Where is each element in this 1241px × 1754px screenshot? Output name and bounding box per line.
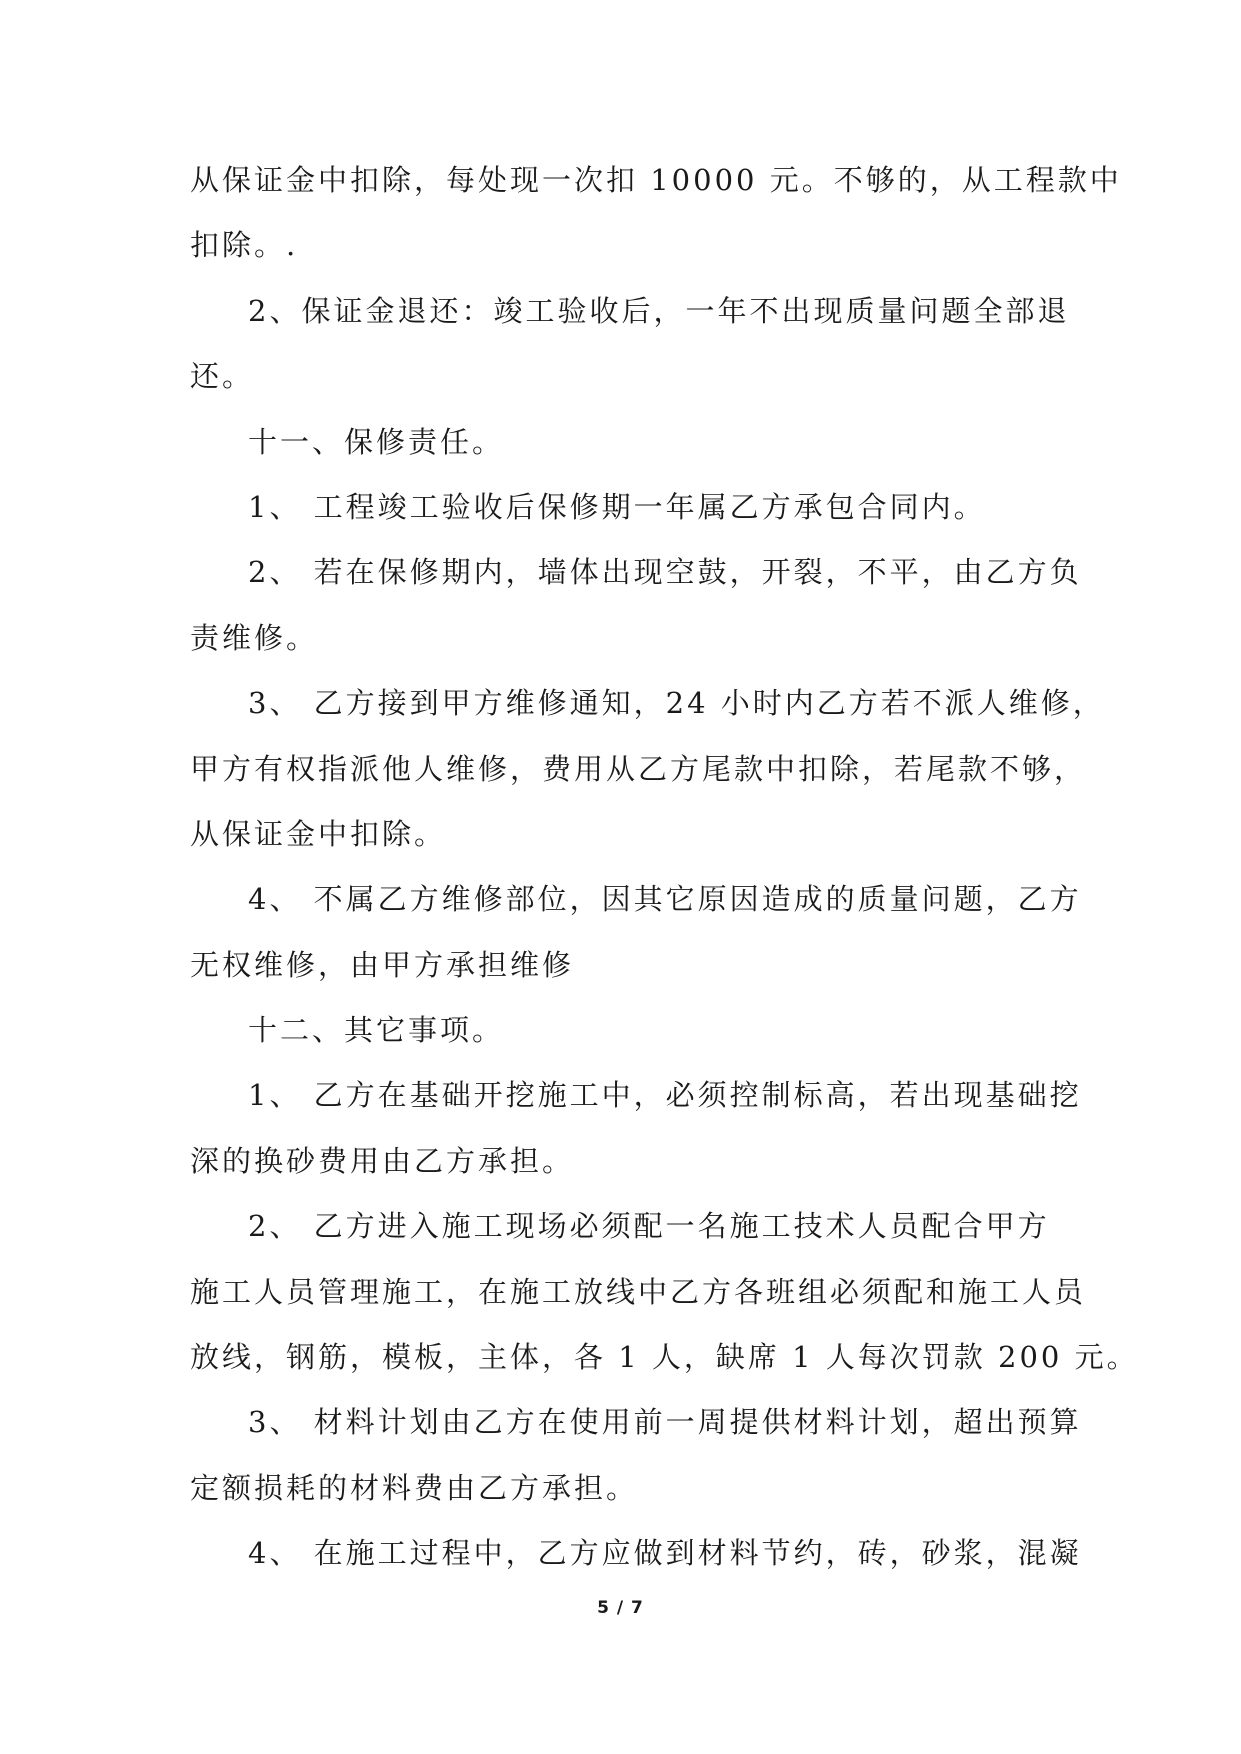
document-body <box>190 148 1139 1587</box>
page-number: 5 / 7 <box>597 1598 644 1618</box>
section-heading: 十二、其它事项。 <box>248 1013 505 1048</box>
text-line: 4、 在施工过程中，乙方应做到材料节约，砖，砂浆，混凝 <box>248 1536 1082 1571</box>
text-line: 放线，钢筋，模板，主体，各 1 人，缺席 1 人每次罚款 200 元。 <box>190 1340 1139 1375</box>
text-line: 还。 <box>190 359 255 394</box>
text-line: 从保证金中扣除。 <box>190 816 447 851</box>
text-line: 2、 乙方进入施工现场必须配一名施工技术人员配合甲方 <box>248 1209 1050 1244</box>
text-line: 甲方有权指派他人维修，费用从乙方尾款中扣除，若尾款不够， <box>190 751 1087 786</box>
text-line: 3、 材料计划由乙方在使用前一周提供材料计划，超出预算 <box>248 1405 1082 1440</box>
text-line: 深的换砂费用由乙方承担。 <box>190 1143 575 1178</box>
text-line: 3、 乙方接到甲方维修通知，24 小时内乙方若不派人维修， <box>248 686 1105 721</box>
text-line: 扣除。. <box>190 228 299 263</box>
text-line: 从保证金中扣除，每处现一次扣 10000 元。不够的，从工程款中 <box>190 163 1122 197</box>
section-heading: 十一、保修责任。 <box>248 424 505 459</box>
text-line: 1、 工程竣工验收后保修期一年属乙方承包合同内。 <box>248 489 986 524</box>
text-line: 2、保证金退还：竣工验收后，一年不出现质量问题全部退 <box>248 293 1070 328</box>
text-line: 定额损耗的材料费由乙方承担。 <box>190 1470 639 1505</box>
text-line: 2、 若在保修期内，墙体出现空鼓，开裂，不平，由乙方负 <box>248 555 1082 590</box>
text-line: 责维修。 <box>190 620 319 655</box>
text-line: 1、 乙方在基础开挖施工中，必须控制标高，若出现基础挖 <box>248 1078 1082 1113</box>
text-line: 4、 不属乙方维修部位，因其它原因造成的质量问题，乙方 <box>248 882 1082 917</box>
text-line: 无权维修，由甲方承担维修 <box>190 947 575 982</box>
text-line: 施工人员管理施工，在施工放线中乙方各班组必须配和施工人员 <box>190 1274 1087 1309</box>
